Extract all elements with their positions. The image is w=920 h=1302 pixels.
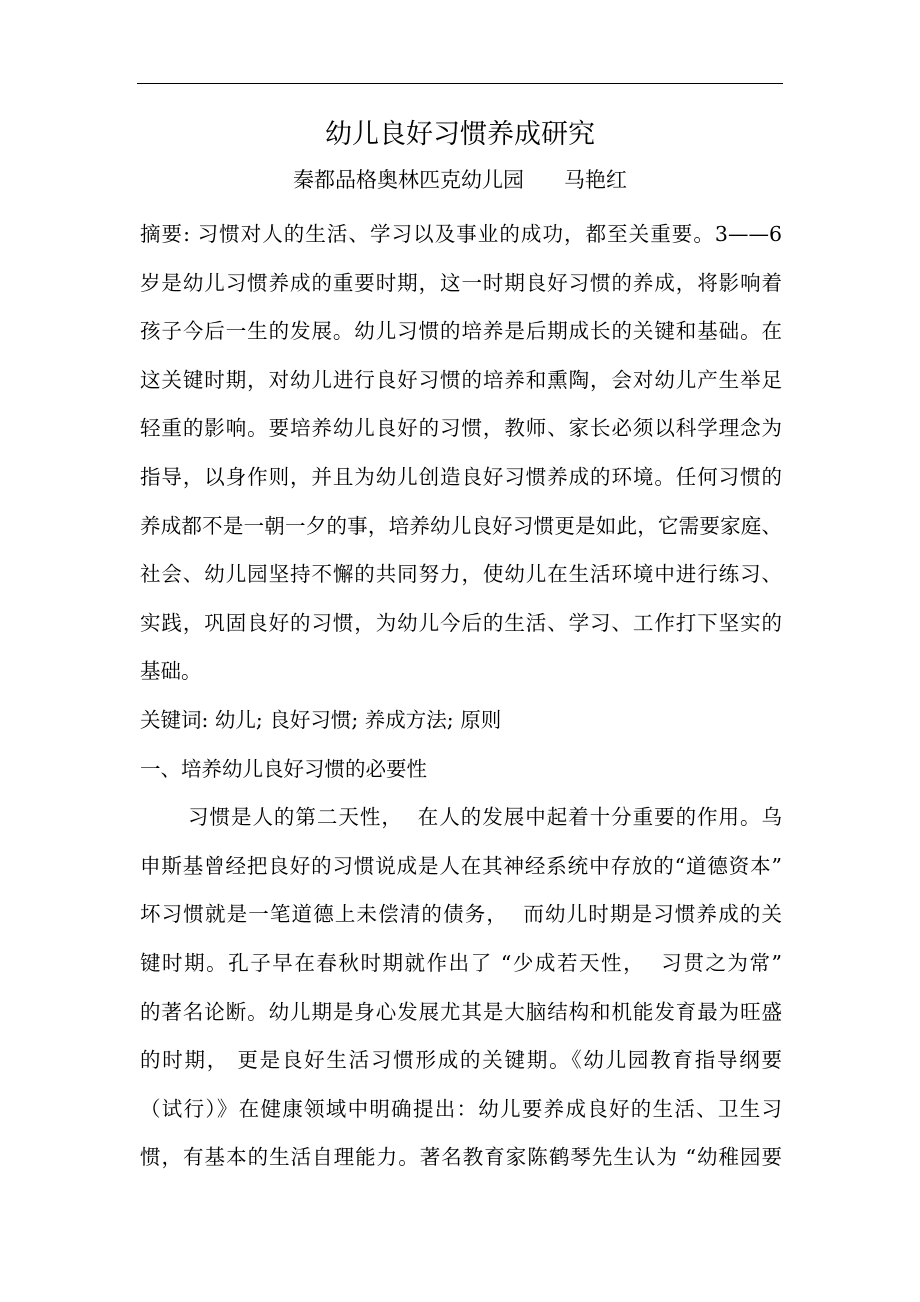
paragraph-line: （试行）》在健康领域中明确提出：幼儿要养成良好的生活、卫生习: [140, 1096, 782, 1121]
abstract-line: 养成都不是一朝一夕的事，培养幼儿良好习惯更是如此，它需要家庭、: [140, 513, 782, 538]
author-line: 秦都品格奥林匹克幼儿园 马艳红: [292, 168, 628, 192]
abstract-line: 摘要: 习惯对人的生活、学习以及事业的成功，都至关重要。3——6: [140, 222, 782, 246]
abstract-line: 轻重的影响。要培养幼儿良好的习惯，教师、家长必须以科学理念为: [140, 416, 782, 441]
paragraph-line: 坏习惯就是一笔道德上未偿清的债务， 而幼儿时期是习惯养成的关: [140, 902, 782, 927]
paragraph-line: 的时期， 更是良好生活习惯形成的关键期。《幼儿园教育指导纲要: [140, 1048, 782, 1073]
paragraph-line: 惯，有基本的生活自理能力。著名教育家陈鹤琴先生认为 “幼稚园要: [140, 1145, 782, 1170]
section-heading: 一、培养幼儿良好习惯的必要性: [140, 756, 427, 781]
document-body: [140, 210, 782, 1182]
paragraph-line: 的著名论断。幼儿期是身心发展尤其是大脑结构和机能发育最为旺盛: [140, 999, 782, 1024]
abstract-line: 社会、幼儿园坚持不懈的共同努力，使幼儿在生活环境中进行练习、: [140, 562, 782, 587]
keywords-line: 关键词: 幼儿; 良好习惯; 养成方法; 原则: [140, 707, 502, 732]
paragraph-line: 习惯是人的第二天性， 在人的发展中起着十分重要的作用。乌: [188, 805, 782, 830]
document-title: 幼儿良好习惯养成研究: [325, 119, 595, 150]
abstract-line: 基础。: [140, 659, 202, 684]
abstract-line: 实践，巩固良好的习惯，为幼儿今后的生活、学习、工作打下坚实的: [140, 610, 782, 635]
abstract-line: 岁是幼儿习惯养成的重要时期，这一时期良好习惯的养成，将影响着: [140, 270, 782, 295]
paragraph-line: 申斯基曾经把良好的习惯说成是人在其神经系统中存放的“道德资本”: [140, 853, 782, 878]
header-rule: [137, 83, 783, 84]
paragraph-line: 键时期。孔子早在春秋时期就作出了 “少成若天性， 习贯之为常”: [140, 950, 782, 975]
abstract-line: 孩子今后一生的发展。幼儿习惯的培养是后期成长的关键和基础。在: [140, 319, 782, 344]
abstract-line: 这关键时期，对幼儿进行良好习惯的培养和熏陶，会对幼儿产生举足: [140, 367, 782, 392]
abstract-line: 指导，以身作则，并且为幼儿创造良好习惯养成的环境。任何习惯的: [140, 464, 782, 489]
